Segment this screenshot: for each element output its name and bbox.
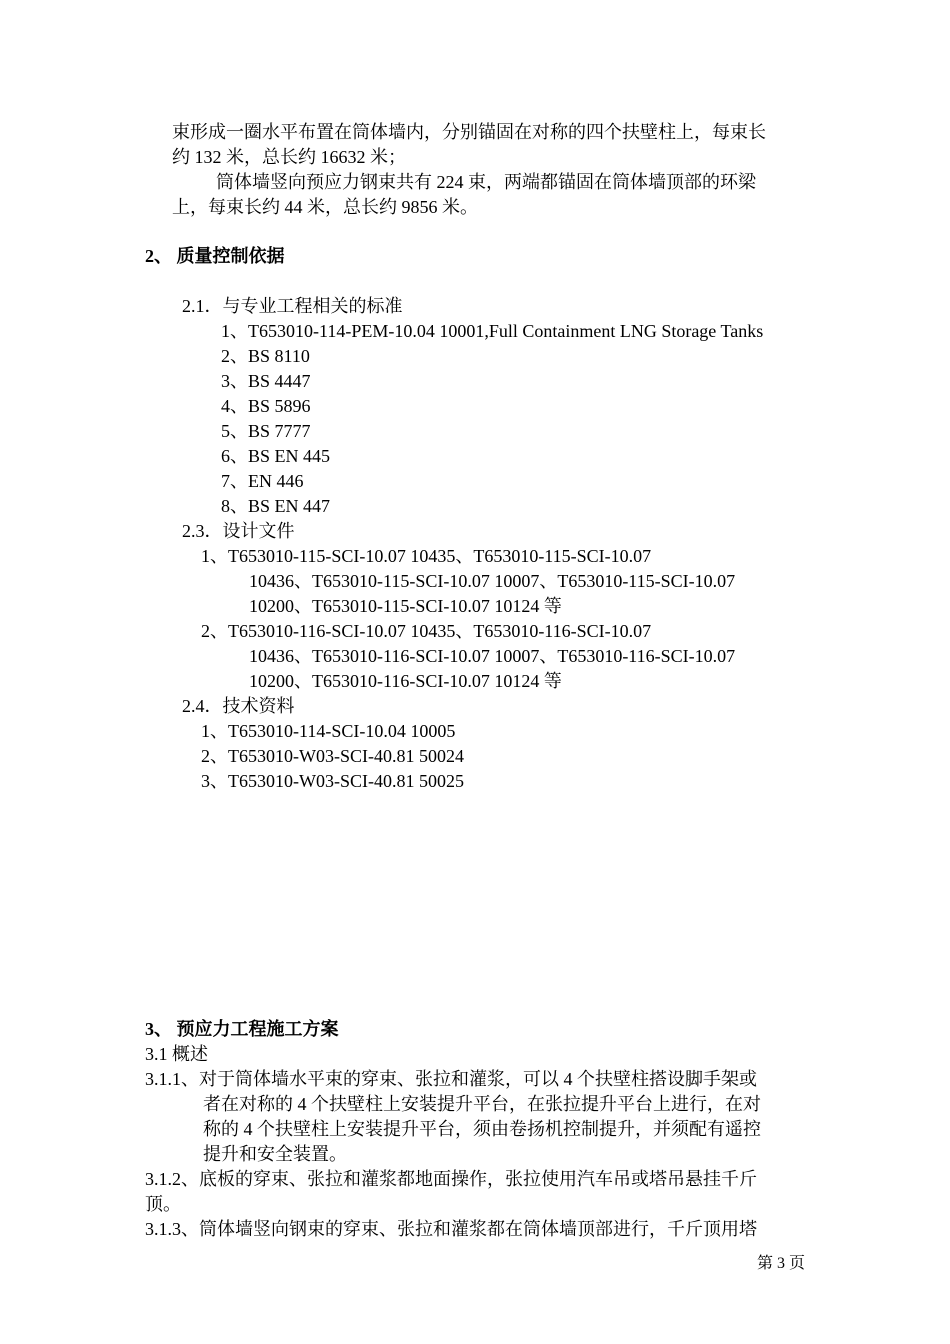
design-doc-2-line1: 2、T653010-116-SCI-10.07 10435、T653010-116-SCI-10.07 (201, 621, 652, 641)
intro-p1-line1: 束形成一圈水平布置在筒体墙内，分别锚固在对称的四个扶壁柱上，每束长 (172, 122, 766, 142)
para-3-1-1-line4: 提升和安全装置。 (203, 1144, 347, 1164)
section3-heading: 3、 预应力工程施工方案 (145, 1019, 339, 1039)
section-2-3-title: 2.3．设计文件 (182, 521, 295, 541)
section-2-4-title: 2.4．技术资料 (182, 696, 295, 716)
para-3-1-2-line2: 顶。 (145, 1194, 181, 1214)
design-doc-1-line3: 10200、T653010-115-SCI-10.07 10124 等 (249, 596, 562, 616)
intro-p1-line2: 约 132 米，总长约 16632 米； (172, 147, 406, 167)
standard-item: 6、BS EN 445 (221, 446, 331, 466)
standard-item: 5、BS 7777 (221, 421, 311, 441)
standard-item: 1、T653010-114-PEM-10.04 10001,Full Containment LNG Storage Tanks (221, 321, 764, 341)
intro-p2-line1: 筒体墙竖向预应力钢束共有 224 束，两端都锚固在筒体墙顶部的环梁 (216, 172, 756, 192)
standard-item: 3、BS 4447 (221, 371, 311, 391)
para-3-1-1-line2: 者在对称的 4 个扶壁柱上安装提升平台，在张拉提升平台上进行，在对 (203, 1094, 761, 1114)
section-2-1-title: 2.1．与专业工程相关的标准 (182, 296, 403, 316)
standard-item: 8、BS EN 447 (221, 496, 331, 516)
section-3-1-title: 3.1 概述 (145, 1044, 208, 1064)
design-doc-2-line3: 10200、T653010-116-SCI-10.07 10124 等 (249, 671, 562, 691)
intro-p2-line2: 上，每束长约 44 米，总长约 9856 米。 (172, 197, 478, 217)
tech-doc-item: 2、T653010-W03-SCI-40.81 50024 (201, 746, 464, 766)
design-doc-2-line2: 10436、T653010-116-SCI-10.07 10007、T653010-116-SCI-10.07 (249, 646, 736, 666)
page-number: 第 3 页 (756, 1255, 805, 1272)
para-3-1-2-line1: 3.1.2、底板的穿束、张拉和灌浆都地面操作，张拉使用汽车吊或塔吊悬挂千斤 (145, 1169, 757, 1189)
para-3-1-1-line3: 称的 4 个扶壁柱上安装提升平台，须由卷扬机控制提升，并须配有遥控 (203, 1119, 761, 1139)
design-doc-1-line1: 1、T653010-115-SCI-10.07 10435、T653010-115-SCI-10.07 (201, 546, 652, 566)
standard-item: 4、BS 5896 (221, 396, 311, 416)
design-doc-1-line2: 10436、T653010-115-SCI-10.07 10007、T653010-115-SCI-10.07 (249, 571, 736, 591)
para-3-1-1-line1: 3.1.1、对于筒体墙水平束的穿束、张拉和灌浆，可以 4 个扶壁柱搭设脚手架或 (145, 1069, 757, 1089)
section2-heading: 2、 质量控制依据 (145, 246, 285, 266)
standard-item: 7、EN 446 (221, 471, 304, 491)
para-3-1-3-line1: 3.1.3、筒体墙竖向钢束的穿束、张拉和灌浆都在筒体墙顶部进行，千斤顶用塔 (145, 1219, 757, 1239)
tech-doc-item: 3、T653010-W03-SCI-40.81 50025 (201, 771, 464, 791)
standard-item: 2、BS 8110 (221, 346, 310, 366)
tech-doc-item: 1、T653010-114-SCI-10.04 10005 (201, 721, 456, 741)
